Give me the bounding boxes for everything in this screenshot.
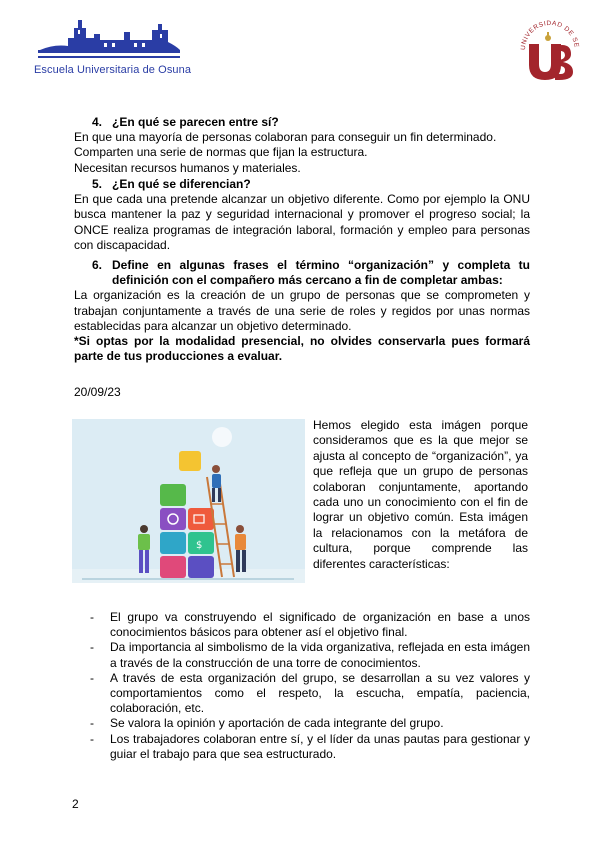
question-title: Define en algunas frases el término “organización” y completa tu definición con el compañero más cercano a fin de completar ambas: [112, 258, 530, 288]
teamwork-illustration [72, 419, 305, 583]
school-name: Escuela Universitaria de Osuna [34, 64, 192, 76]
university-seal-icon [515, 14, 585, 84]
question-heading [74, 258, 530, 288]
answer-paragraph: La organización es la creación de un grupo de personas que se comprometen y trabajan conjuntamente a través de una serie de roles y regidos por unas normas establecidas para alcanzar un objetivo determinado. [74, 288, 530, 333]
svg-text:$: $ [196, 540, 203, 551]
list-item [74, 610, 530, 640]
answer-line: En que una mayoría de personas colaboran para conseguir un fin determinado. [74, 130, 497, 145]
list-item-text: El grupo va construyendo el significado de organización en base a unos conocimientos básicos para obtener así el objetivo final. [110, 610, 530, 640]
answer-paragraph: En que cada una pretende alcanzar un objetivo diferente. Como por ejemplo la ONU busca mantener la paz y seguridad internacional y promover el progreso social; la ONCE realiza programas de integración laboral, formación y empleo para personas con discapacidad. [74, 192, 530, 252]
list-item-text: Da importancia al simbolismo de la vida organizativa, reflejada en esta imágen a través de la construcción de una torre de conocimientos. [110, 640, 530, 670]
list-item [74, 640, 530, 670]
question-title: ¿En qué se diferencian? [112, 177, 251, 191]
answer-line: Necesitan recursos humanos y materiales. [74, 160, 301, 175]
list-item [74, 716, 530, 731]
university-seal [515, 14, 585, 84]
question-5 [74, 177, 530, 253]
castle-logo-icon [34, 16, 184, 64]
bullet-dash: - [90, 670, 94, 685]
question-number: 6. [92, 258, 103, 272]
list-item-text: Se valora la opinión y aportación de cada integrante del grupo. [110, 716, 444, 731]
seal-arc-text: UNIVERSIDAD DE SE [519, 19, 580, 51]
question-number: 5. [92, 177, 103, 191]
question-title: ¿En qué se parecen entre sí? [112, 115, 279, 129]
date: 20/09/23 [74, 385, 121, 399]
question-heading [74, 115, 530, 130]
list-item-text: A través de esta organización del grupo, se desarrollan a su vez valores y comportamientos como el respeto, la escucha, empatía, paciencia, colaboración, etc. [110, 670, 530, 716]
bullet-dash: - [90, 716, 94, 731]
image-description: Hemos elegido esta imágen porque consideramos que es la que mejor se ajusta al concepto de “organización”, ya que refleja que un grupo de personas colaboran conjuntamente, aportando cada uno un conocimiento con el fin de lograr un objetivo común. Esta imágen la relacionamos con la metáfora de cultura, porque comprende las diferentes características: [313, 418, 528, 571]
bullet-dash: - [90, 640, 94, 655]
block-tower-illustration-icon [72, 419, 305, 583]
question-heading [74, 177, 530, 192]
bullet-dash: - [90, 610, 94, 624]
question-6 [74, 258, 530, 364]
note-paragraph: *Si optas por la modalidad presencial, no olvides conservarla pues formará parte de tus producciones a evaluar. [74, 334, 530, 364]
bullet-dash: - [90, 731, 94, 746]
list-item [74, 732, 530, 762]
question-4 [74, 115, 530, 176]
list-item-text: Los trabajadores colaboran entre sí, y el líder da unas pautas para gestionar y guiar el trabajo para que sea estructurado. [110, 731, 530, 761]
question-number: 4. [92, 115, 103, 129]
answer-line: Comparten una serie de normas que fijan la estructura. [74, 145, 368, 160]
list-item [74, 671, 530, 717]
characteristics-list [74, 610, 530, 762]
page-number: 2 [72, 797, 79, 811]
